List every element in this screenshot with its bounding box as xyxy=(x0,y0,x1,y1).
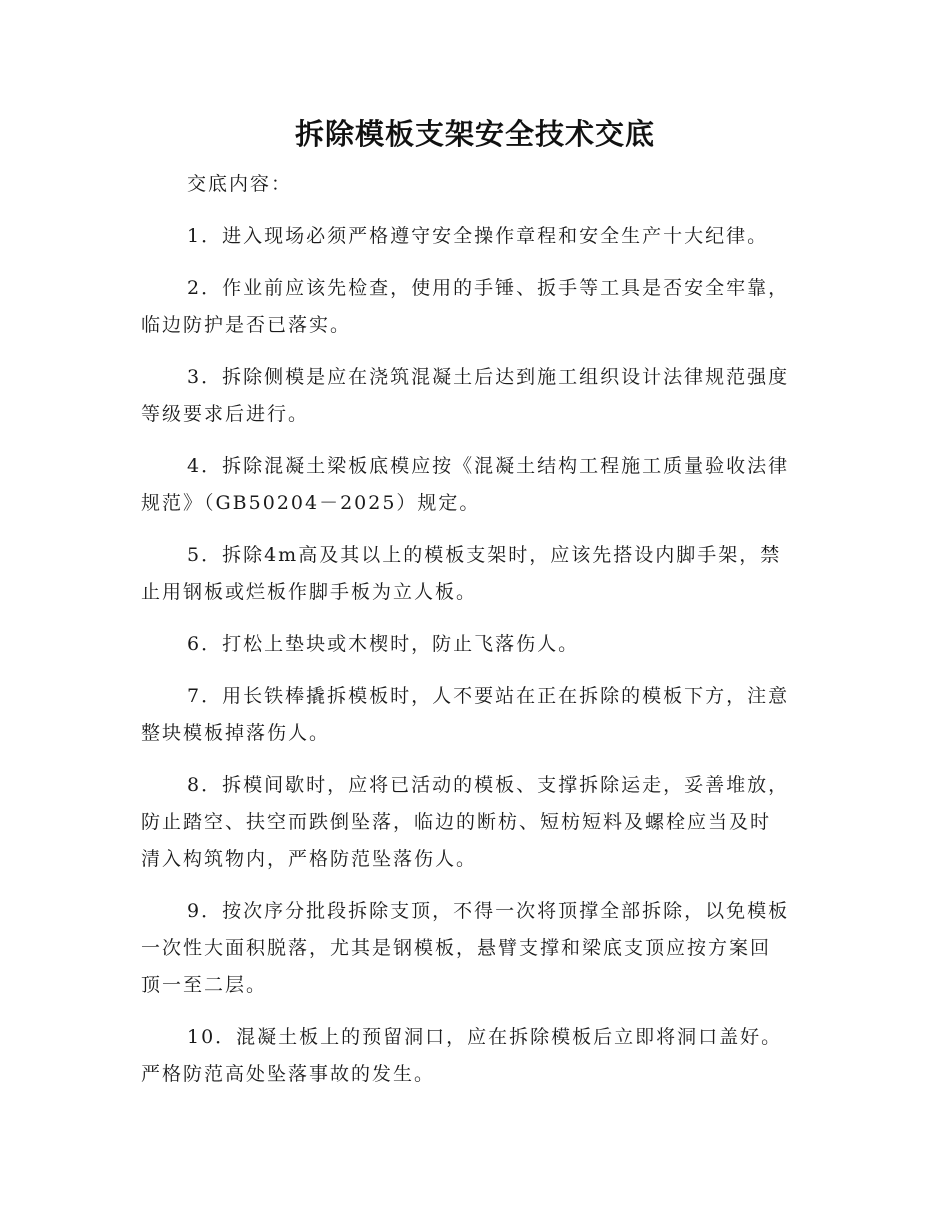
paragraph-line: 4．拆除混凝土梁板底模应按《混凝土结构工程施工质量验收法律 xyxy=(187,455,790,477)
paragraph-1 xyxy=(141,218,806,255)
paragraph-3 xyxy=(141,359,806,433)
paragraph-line: 清入构筑物内，严格防范坠落伤人。 xyxy=(141,848,478,870)
paragraph-line: 临边防护是否已落实。 xyxy=(141,314,352,336)
paragraph-line: 7．用长铁棒撬拆模板时，人不要站在正在拆除的模板下方，注意 xyxy=(187,685,790,707)
paragraph-line: 顶一至二层。 xyxy=(141,974,268,996)
paragraph-6 xyxy=(141,626,806,663)
paragraph-2 xyxy=(141,270,806,344)
document-body xyxy=(141,218,806,1108)
paragraph-line: 2．作业前应该先检查，使用的手锤、扳手等工具是否安全牢靠， xyxy=(187,277,790,299)
paragraph-line: 整块模板掉落伤人。 xyxy=(141,722,331,744)
intro-label: 交底内容： xyxy=(187,173,293,195)
paragraph-line: 5．拆除4m高及其以上的模板支架时，应该先搭设内脚手架，禁 xyxy=(187,544,782,566)
paragraph-9 xyxy=(141,893,806,1004)
paragraph-line: 3．拆除侧模是应在浇筑混凝土后达到施工组织设计法律规范强度 xyxy=(187,366,790,388)
paragraph-line: 止用钢板或烂板作脚手板为立人板。 xyxy=(141,581,478,603)
paragraph-line: 8．拆模间歇时，应将已活动的模板、支撑拆除运走，妥善堆放， xyxy=(187,774,790,796)
paragraph-line: 严格防范高处坠落事故的发生。 xyxy=(141,1063,436,1085)
paragraph-8 xyxy=(141,767,806,878)
paragraph-line: 9．按次序分批段拆除支顶，不得一次将顶撑全部拆除，以免模板 xyxy=(187,900,790,922)
paragraph-7 xyxy=(141,678,806,752)
paragraph-line: 等级要求后进行。 xyxy=(141,403,310,425)
paragraph-line: 防止踏空、扶空而跌倒坠落，临边的断枋、短枋短料及螺栓应当及时 xyxy=(141,811,772,833)
paragraph-line: 一次性大面积脱落，尤其是钢模板，悬臂支撑和梁底支顶应按方案回 xyxy=(141,937,772,959)
paragraph-10 xyxy=(141,1019,806,1093)
paragraph-line: 10．混凝土板上的预留洞口，应在拆除模板后立即将洞口盖好。 xyxy=(187,1026,783,1048)
paragraph-5 xyxy=(141,537,806,611)
document-title: 拆除模板支架安全技术交底 xyxy=(294,117,655,151)
paragraph-line: 6．打松上垫块或木楔时，防止飞落伤人。 xyxy=(187,633,580,655)
paragraph-4 xyxy=(141,448,806,522)
paragraph-line: 规范》（GB50204－2025）规定。 xyxy=(141,492,481,514)
paragraph-line: 1．进入现场必须严格遵守安全操作章程和安全生产十大纪律。 xyxy=(187,225,769,247)
